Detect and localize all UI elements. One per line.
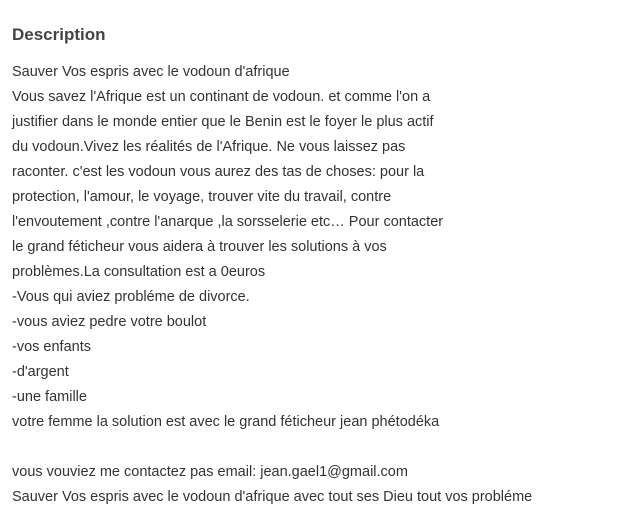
description-line: le grand féticheur vous aidera à trouver les solutions à vos [12, 239, 387, 255]
description-blank-line [12, 435, 616, 460]
description-line: l'envoutement ,contre l'anarque ,la sorsselerie etc… Pour contacter [12, 214, 444, 230]
description-heading: Description [12, 25, 106, 44]
description-line: -d'argent [12, 364, 69, 380]
description-line: -vos enfants [12, 339, 91, 355]
description-section [12, 24, 616, 510]
description-line: protection, l'amour, le voyage, trouver vite du travail, contre [12, 189, 392, 205]
description-line: Sauver Vos espris avec le vodoun d'afrique avec tout ses Dieu tout vos probléme [12, 489, 533, 505]
description-line: -Vous qui aviez probléme de divorce. [12, 289, 250, 305]
description-line: Vous savez l'Afrique est un continant de vodoun. et comme l'on a [12, 89, 431, 105]
description-line: votre femme la solution est avec le grand féticheur jean phétodéka [12, 414, 440, 430]
description-body [12, 60, 616, 510]
description-line: justifier dans le monde entier que le Benin est le foyer le plus actif [12, 114, 434, 130]
description-line: -une famille [12, 389, 87, 405]
description-line: -vous aviez pedre votre boulot [12, 314, 207, 330]
description-line: problèmes.La consultation est a 0euros [12, 264, 266, 280]
description-line: du vodoun.Vivez les réalités de l'Afrique. Ne vous laissez pas [12, 139, 406, 155]
description-line: Sauver Vos espris avec le vodoun d'afrique [12, 64, 290, 80]
description-line: raconter. c'est les vodoun vous aurez des tas de choses: pour la [12, 164, 425, 180]
description-contact-line: vous vouviez me contactez pas email: jean.gael1@gmail.com [12, 464, 408, 480]
